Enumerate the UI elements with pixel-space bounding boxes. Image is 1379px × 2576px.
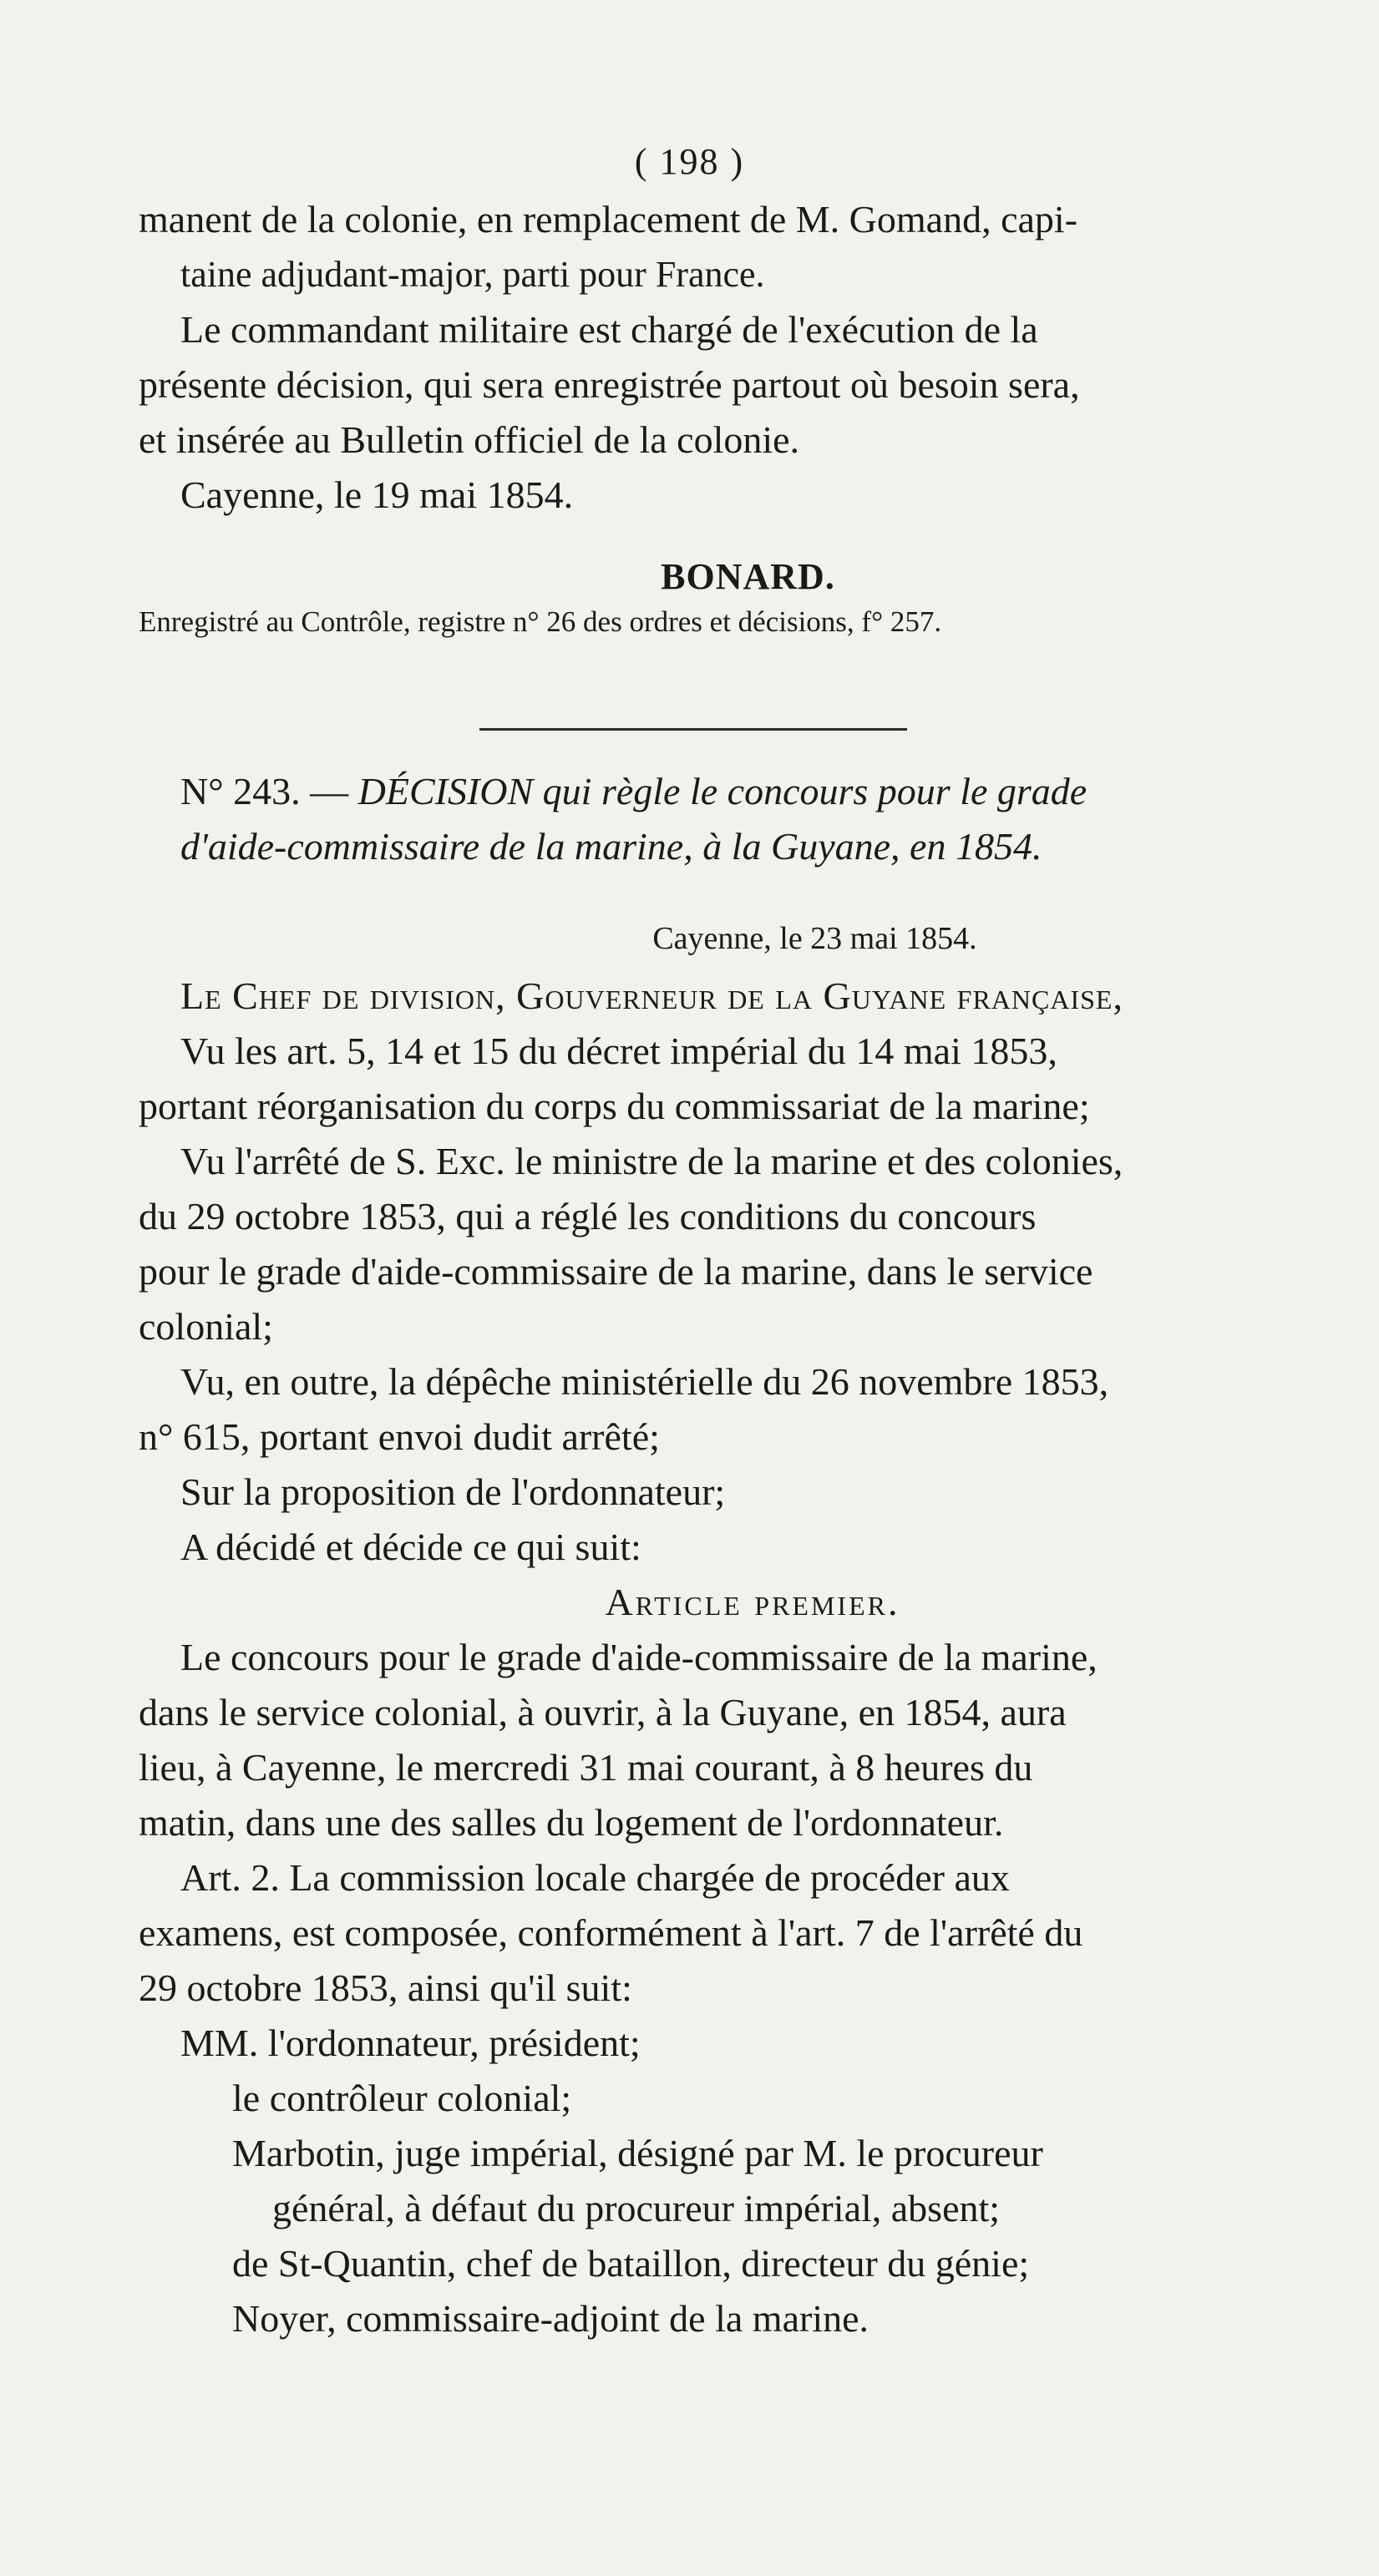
decision-title-2: d'aide-commissaire de la marine, à la Guyane, en 1854.	[180, 825, 1042, 868]
decision-heading-line-1	[139, 764, 1366, 819]
text-line: Vu les art. 5, 14 et 15 du décret impérial du 14 mai 1853,	[180, 1030, 1057, 1072]
text-line: Vu l'arrêté de S. Exc. le ministre de la marine et des colonies,	[180, 1140, 1123, 1182]
registry-note: Enregistré au Contrôle, registre n° 26 des ordres et décisions, f° 257.	[139, 605, 942, 638]
text-line: Vu, en outre, la dépêche ministérielle du 26 novembre 1853,	[180, 1360, 1109, 1403]
text-line: du 29 octobre 1853, qui a réglé les conditions du concours	[139, 1195, 1037, 1237]
decision-dateline: Cayenne, le 23 mai 1854.	[652, 921, 977, 956]
governor-preamble: Le Chef de division, Gouverneur de la Guyane française,	[180, 974, 1123, 1017]
previous-decision-text	[139, 192, 1366, 523]
text-line: Art. 2. La commission locale chargée de procéder aux	[180, 1856, 1010, 1899]
decision-title-1: DÉCISION qui règle le concours pour le grade	[357, 770, 1087, 812]
text-line: 29 octobre 1853, ainsi qu'il suit:	[139, 1966, 632, 2009]
member-line: de St-Quantin, chef de bataillon, directeur du génie;	[232, 2242, 1030, 2285]
text-line: n° 615, portant envoi dudit arrêté;	[139, 1415, 660, 1458]
text-line	[139, 969, 1366, 1024]
text-line: colonial;	[139, 1305, 273, 1348]
text-line: portant réorganisation du corps du commissariat de la marine;	[139, 1085, 1090, 1127]
section-divider	[479, 728, 907, 731]
page-number: ( 198 )	[634, 141, 745, 182]
decision-number: N° 243. —	[180, 770, 358, 812]
text-line: lieu, à Cayenne, le mercredi 31 mai courant, à 8 heures du	[139, 1746, 1033, 1789]
text-line: taine adjudant-major, parti pour France.	[180, 254, 765, 295]
member-line: le contrôleur colonial;	[232, 2077, 572, 2119]
decision-body	[139, 969, 1366, 2016]
text-line: pour le grade d'aide-commissaire de la marine, dans le service	[139, 1250, 1093, 1293]
text-line: Le commandant militaire est chargé de l'exécution de la	[180, 308, 1038, 351]
member-line: général, à défaut du procureur impérial, absent;	[272, 2187, 1001, 2229]
member-line: Noyer, commissaire-adjoint de la marine.	[232, 2297, 869, 2340]
text-line: A décidé et décide ce qui suit:	[180, 1526, 641, 1568]
member-line: MM. l'ordonnateur, président;	[180, 2022, 641, 2064]
signature: BONARD.	[661, 556, 835, 597]
text-line: examens, est composée, conformément à l'art. 7 de l'arrêté du	[139, 1911, 1083, 1954]
article-heading: Article premier.	[605, 1581, 900, 1623]
commission-members	[139, 2016, 1366, 2346]
text-line: dans le service colonial, à ouvrir, à la Guyane, en 1854, aura	[139, 1691, 1067, 1733]
member-line: Marbotin, juge impérial, désigné par M. le procureur	[232, 2132, 1043, 2174]
text-line: Sur la proposition de l'ordonnateur;	[180, 1470, 726, 1513]
text-line: manent de la colonie, en remplacement de M. Gomand, capi-	[139, 198, 1078, 240]
place-date-line: Cayenne, le 19 mai 1854.	[180, 473, 574, 516]
text-line: et insérée au Bulletin officiel de la colonie.	[139, 418, 800, 461]
decision-heading	[139, 764, 1366, 874]
text-line: Le concours pour le grade d'aide-commissaire de la marine,	[180, 1636, 1098, 1678]
text-line: matin, dans une des salles du logement de l'ordonnateur.	[139, 1801, 1004, 1844]
text-line: présente décision, qui sera enregistrée partout où besoin sera,	[139, 363, 1080, 406]
